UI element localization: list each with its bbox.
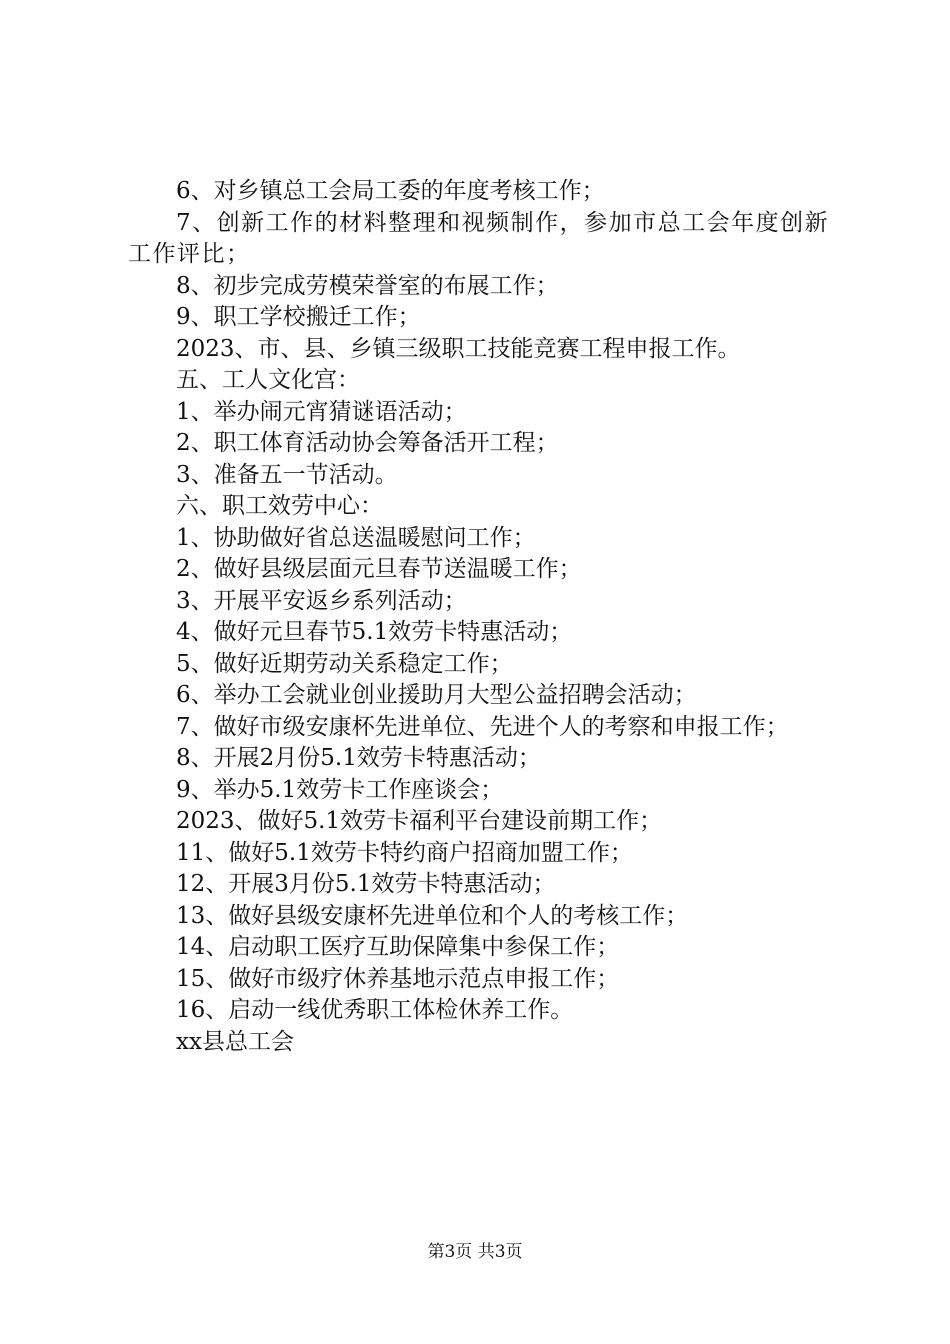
paragraph-line: 3、开展平安返乡系列活动； [176, 587, 467, 614]
paragraph-line: 12、开展3月份5.1效劳卡特惠活动； [176, 871, 556, 897]
section-heading: 五、工人文化宫： [176, 367, 360, 393]
paragraph-line: 6、举办工会就业创业援助月大型公益招聘会活动； [176, 682, 697, 708]
paragraph-line: 13、做好县级安康杯先进单位和个人的考核工作； [176, 902, 689, 929]
paragraph-line: 9、举办5.1效劳卡工作座谈会； [176, 776, 504, 803]
section-heading: 六、职工效劳中心： [176, 493, 383, 519]
paragraph-line: 5、做好近期劳动关系稳定工作； [176, 650, 513, 677]
paragraph-line: 2、做好县级层面元旦春节送温暖工作； [176, 556, 582, 582]
page-footer: 第3页 共3页 [427, 1242, 523, 1262]
paragraph-line: 9、职工学校搬迁工作； [176, 304, 421, 330]
paragraph-line: 16、启动一线优秀职工体检休养工作。 [176, 997, 574, 1023]
paragraph-line: 7、做好市级安康杯先进单位、先进个人的考察和申报工作； [176, 713, 789, 740]
paragraph-line: 6、对乡镇总工会局工委的年度考核工作； [176, 178, 605, 204]
paragraph-line: 1、举办闹元宵猜谜语活动； [176, 398, 467, 425]
paragraph-line: 2023、做好5.1效劳卡福利平台建设前期工作； [176, 808, 663, 834]
paragraph-line: 3、准备五一节活动。 [176, 461, 398, 488]
document-body [128, 176, 848, 1058]
paragraph-line: 4、做好元旦春节5.1效劳卡特惠活动； [176, 619, 573, 645]
paragraph-line: 14、启动职工医疗互助保障集中参保工作； [176, 934, 620, 960]
paragraph-line: 15、做好市级疗休养基地示范点申报工作； [176, 965, 620, 992]
paragraph-line: 2023、市、县、乡镇三级职工技能竞赛工程申报工作。 [176, 335, 741, 362]
paragraph-line: 1、协助做好省总送温暖慰问工作； [176, 524, 536, 551]
paragraph-line: 8、开展2月份5.1效劳卡特惠活动； [176, 745, 541, 771]
paragraph-line: 8、初步完成劳模荣誉室的布展工作； [176, 272, 559, 299]
paragraph-line: 11、做好5.1效劳卡特约商户招商加盟工作； [176, 839, 633, 866]
paragraph-line: 7、创新工作的材料整理和视频制作，参加市总工会年度创新工作评比； [128, 209, 830, 267]
signature-line: xx县总工会 [176, 1028, 294, 1055]
paragraph-line: 2、职工体育活动协会筹备活开工程； [176, 430, 559, 456]
